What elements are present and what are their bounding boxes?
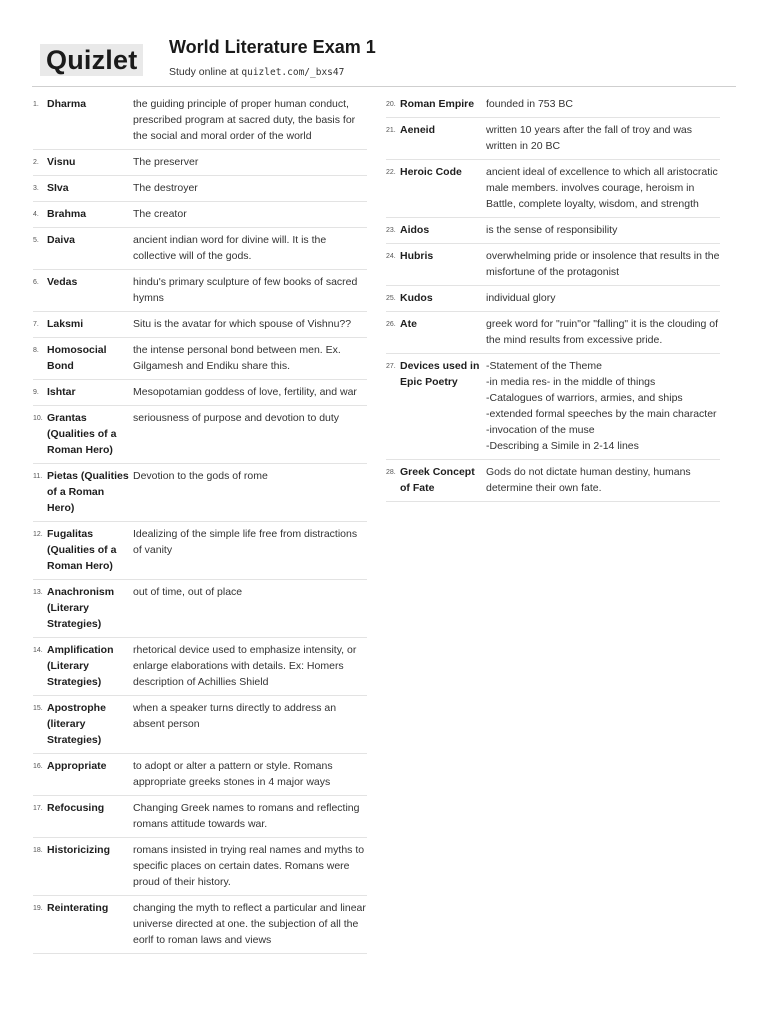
term-name: Fugalitas (Qualities of a Roman Hero) [47,528,117,572]
term-name: Hubris [400,250,434,262]
term-number: 21. [386,127,396,134]
term-row [33,800,367,838]
term-definition: is the sense of responsibility [486,224,618,236]
term-name: Grantas (Qualities of a Roman Hero) [47,412,117,456]
term-row [33,316,367,338]
term-number: 15. [33,705,43,712]
term-definition: when a speaker turns directly to address an absent person [133,702,337,730]
term-row [33,232,367,270]
terms-column-left [33,96,367,958]
term-name: Amplification (Literary Strategies) [47,644,114,688]
term-row [386,316,720,354]
term-definition: Gods do not dictate human destiny, humans determine their own fate. [486,466,691,494]
term-definition: to adopt or alter a pattern or style. Romans appropriate greeks stones in 4 major ways [133,760,333,788]
term-row [386,290,720,312]
term-definition: The preserver [133,156,199,168]
term-number: 14. [33,647,43,654]
term-number: 20. [386,101,396,108]
term-definition: written 10 years after the fall of troy and was written in 20 BC [486,124,693,152]
term-definition: overwhelming pride or insolence that results in the misfortune of the protagonist [486,250,720,278]
term-number: 6. [33,279,39,286]
term-definition: seriousness of purpose and devotion to duty [133,412,340,424]
term-number: 22. [386,169,396,176]
term-number: 10. [33,415,43,422]
term-name: Devices used in Epic Poetry [400,360,480,388]
term-number: 2. [33,159,39,166]
term-number: 18. [33,847,43,854]
term-name: Vedas [47,276,78,288]
term-name: Refocusing [47,802,105,814]
term-name: Laksmi [47,318,84,330]
term-number: 13. [33,589,43,596]
term-name: Heroic Code [400,166,462,178]
term-definition: Devotion to the gods of rome [133,470,268,482]
term-name: Historicizing [47,844,111,856]
term-name: Aeneid [400,124,436,136]
term-number: 1. [33,101,39,108]
term-row [33,900,367,954]
term-number: 11. [33,473,43,480]
term-name: Anachronism (Literary Strategies) [47,586,115,630]
term-row [33,410,367,464]
term-row [33,384,367,406]
term-definition: the guiding principle of proper human conduct, prescribed program at sacred duty, the basis for the social and moral order of the world [133,98,356,142]
term-definition: Changing Greek names to romans and reflecting romans attitude towards war. [133,802,360,830]
study-online-label: Study online at [169,66,242,78]
term-row [33,180,367,202]
term-number: 7. [33,321,39,328]
page-header [0,0,768,88]
term-number: 26. [386,321,396,328]
term-number: 19. [33,905,43,912]
term-name: Aidos [400,224,430,236]
term-definition: The destroyer [133,182,198,194]
page-title: World Literature Exam 1 [169,37,376,57]
quizlet-logo: Quizlet [40,44,143,76]
term-definition: Situ is the avatar for which spouse of Vishnu?? [133,318,352,330]
term-name: Ishtar [47,386,76,398]
term-number: 25. [386,295,396,302]
term-definition: ancient ideal of excellence to which all aristocratic male members. involves courage, heroism in Battle, complete loyalty, wisdom, and strength [486,166,718,210]
term-row [386,164,720,218]
term-row [33,96,367,150]
term-definition: Idealizing of the simple life free from distractions of vanity [133,528,358,556]
term-number: 9. [33,389,39,396]
term-name: Daiva [47,234,76,246]
term-definition: founded in 753 BC [486,98,573,110]
term-definition: Mesopotamian goddess of love, fertility, and war [133,386,357,398]
term-number: 3. [33,185,39,192]
term-row [33,154,367,176]
study-url-link[interactable]: quizlet.com/_bxs47 [241,67,345,78]
term-row [33,842,367,896]
term-row [33,274,367,312]
term-name: Homosocial Bond [47,344,107,372]
term-definition: -Statement of the Theme -in media res- in the middle of things -Catalogues of warriors, armies, and ships -extended formal speeches by the main character -invocation of the muse -Describing a Simile in 2-14 lines [486,360,717,452]
term-number: 27. [386,363,396,370]
term-definition: hindu's primary sculpture of few books of sacred hymns [133,276,358,304]
term-row [33,758,367,796]
term-definition: rhetorical device used to emphasize intensity, or enlarge elaborations with details. Ex: Homers description of Achillies Shield [133,644,357,688]
term-row [33,206,367,228]
term-definition: romans insisted in trying real names and myths to specific places on certain dates. Romans were proud of their history. [133,844,365,888]
term-name: Greek Concept of Fate [400,466,475,494]
term-row [33,468,367,522]
term-row [386,96,720,118]
study-online-line [169,66,344,78]
term-row [386,358,720,460]
term-name: Apostrophe (literary Strategies) [47,702,106,746]
term-number: 24. [386,253,396,260]
term-definition: greek word for "ruin"or "falling" it is the clouding of the mind results from excessive pride. [486,318,719,346]
term-row [386,222,720,244]
term-row [33,526,367,580]
term-name: Reinterating [47,902,109,914]
term-row [33,584,367,638]
term-number: 28. [386,469,396,476]
terms-column-right [386,96,720,506]
term-row [386,122,720,160]
header-divider [32,86,736,87]
term-name: Appropriate [47,760,107,772]
term-number: 17. [33,805,43,812]
term-row [33,342,367,380]
term-name: Brahma [47,208,87,220]
term-name: Ate [400,318,417,330]
term-definition: changing the myth to reflect a particular and linear universe directed at one. the subjection of all the eorlf to roman laws and views [133,902,366,946]
term-definition: individual glory [486,292,556,304]
term-number: 8. [33,347,39,354]
term-number: 16. [33,763,43,770]
term-name: Dharma [47,98,87,110]
term-row [386,248,720,286]
term-definition: The creator [133,208,187,220]
term-row [386,464,720,502]
term-definition: ancient indian word for divine will. It is the collective will of the gods. [133,234,327,262]
term-name: Kudos [400,292,433,304]
term-name: SIva [47,182,69,194]
term-definition: out of time, out of place [133,586,243,598]
term-name: Roman Empire [400,98,475,110]
term-row [33,642,367,696]
term-name: Visnu [47,156,76,168]
term-number: 4. [33,211,39,218]
term-name: Pietas (Qualities of a Roman Hero) [47,470,129,514]
term-number: 12. [33,531,43,538]
term-number: 23. [386,227,396,234]
term-definition: the intense personal bond between men. Ex. Gilgamesh and Endiku share this. [133,344,341,372]
term-number: 5. [33,237,39,244]
term-row [33,700,367,754]
